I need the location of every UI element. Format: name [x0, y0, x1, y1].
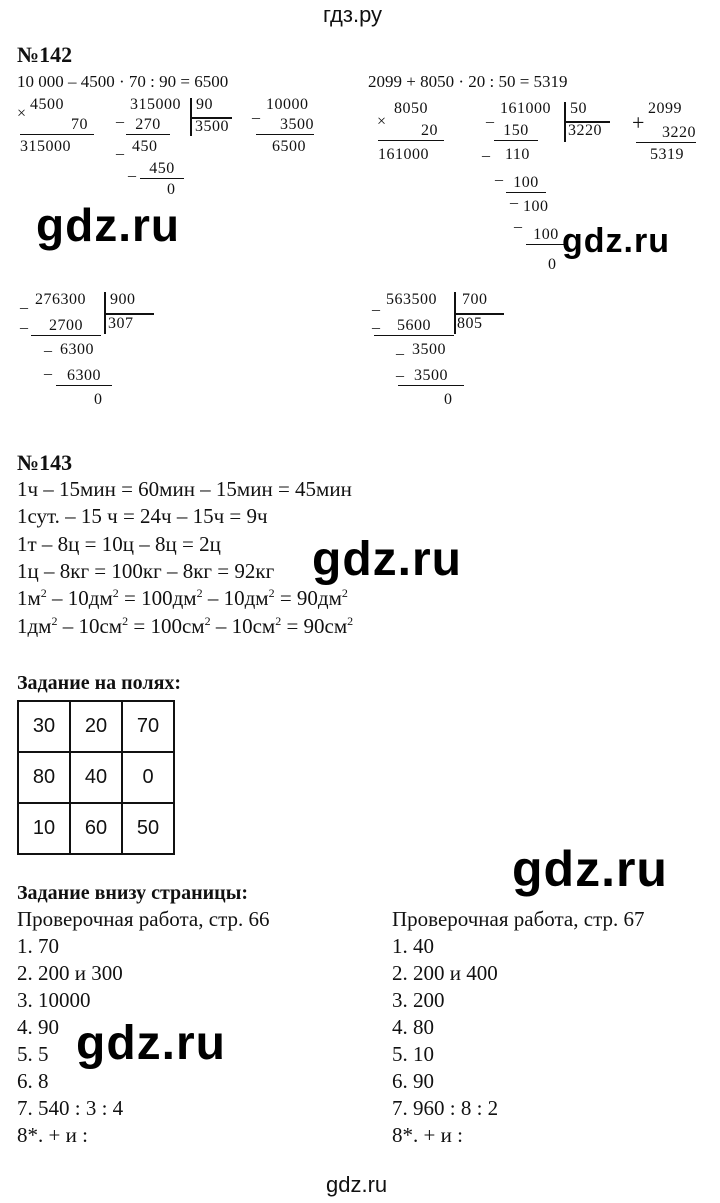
operation-sign: _ — [44, 337, 53, 354]
operand: 3220 — [636, 124, 696, 143]
operation-sign: _ — [396, 340, 405, 357]
quotient: 805 — [457, 315, 483, 332]
remainder: 0 — [94, 391, 103, 408]
remainder: 0 — [167, 181, 176, 198]
magic-square-grid — [17, 700, 175, 855]
subtrahend: 3500 — [398, 367, 464, 386]
operand: 3500 — [256, 116, 314, 135]
answer-item: 4. 90 — [17, 1015, 59, 1039]
grid-cell: 70 — [122, 701, 174, 752]
test-header: Проверочная работа, стр. 67 — [392, 907, 645, 931]
watermark: gdz.ru — [562, 222, 670, 260]
grid-cell: 20 — [70, 701, 122, 752]
operation-sign: _ — [128, 162, 137, 179]
grid-cell: 30 — [18, 701, 70, 752]
operation-sign: _ — [372, 296, 381, 313]
remainder: 6300 — [60, 341, 94, 358]
operand: 70 — [20, 116, 94, 135]
watermark: gdz.ru — [312, 533, 462, 586]
remainder: 110 — [505, 146, 530, 163]
operation-sign: × — [17, 105, 27, 122]
operation-sign: _ — [20, 294, 29, 311]
operation-sign: + — [632, 110, 645, 135]
result: 315000 — [20, 138, 71, 155]
operation-sign: _ — [372, 314, 381, 331]
remainder: 450 — [132, 138, 158, 155]
task143-title: №143 — [17, 450, 73, 475]
answer-item: 6. 8 — [17, 1069, 49, 1093]
operation-sign: _ — [44, 360, 53, 377]
subtrahend: 450 — [140, 160, 184, 179]
subtrahend: 6300 — [56, 367, 112, 386]
grid-cell: 60 — [70, 803, 122, 854]
margin-task-title: Задание на полях: — [17, 672, 182, 694]
divisor: 90 — [196, 96, 213, 113]
operand: 2099 — [648, 100, 682, 117]
operand: 10000 — [266, 96, 309, 113]
operation-sign: _ — [116, 140, 125, 157]
answer-item: 5. 10 — [392, 1042, 434, 1066]
task143-line: 1ц – 8кг = 100кг – 8кг = 92кг — [17, 559, 275, 583]
task142-expression-right: 2099 + 8050 · 20 : 50 = 5319 — [368, 72, 568, 91]
answer-item: 7. 960 : 8 : 2 — [392, 1096, 499, 1120]
watermark: gdz.ru — [36, 199, 180, 251]
subtrahend: 5600 — [374, 317, 454, 336]
task143-line-area-2: $1дм^2 - 10см^2 = 100см^2 - 10см^2 = 90см^2$ — [17, 614, 354, 638]
subtrahend: 100 — [506, 174, 546, 193]
test-header: Проверочная работа, стр. 66 — [17, 907, 270, 931]
watermark: gdz.ru — [76, 1017, 226, 1070]
task143-line: 1ч – 15мин = 60мин – 15мин = 45мин — [17, 477, 352, 501]
result: 161000 — [378, 146, 429, 163]
subtrahend: 270 — [126, 116, 170, 135]
divisor: 700 — [462, 291, 488, 308]
operand: 20 — [378, 122, 444, 141]
operation-sign: × — [377, 113, 387, 130]
remainder: 0 — [444, 391, 453, 408]
grid-cell: 0 — [122, 752, 174, 803]
quotient: 307 — [108, 315, 134, 332]
operand: 4500 — [30, 96, 64, 113]
grid-cell: 50 — [122, 803, 174, 854]
task143-line: 1сут. – 15 ч = 24ч – 15ч = 9ч — [17, 504, 268, 528]
answer-item: 2. 200 и 400 — [392, 961, 498, 985]
operation-sign: _ — [20, 314, 29, 331]
answer-item: 8*. + и : — [17, 1123, 88, 1147]
remainder: 100 — [523, 198, 549, 215]
quotient: 3220 — [568, 122, 602, 139]
answer-item: 1. 40 — [392, 934, 434, 958]
subtrahend: 150 — [494, 122, 538, 141]
site-footer: gdz.ru — [326, 1172, 388, 1197]
operation-sign: _ — [486, 108, 495, 125]
remainder: 3500 — [412, 341, 446, 358]
watermark: gdz.ru — [512, 841, 668, 897]
grid-cell: 80 — [18, 752, 70, 803]
task143-line-area-1: $1м^2 - 10дм^2 = 100дм^2 - 10дм^2 = 90дм^2$ — [17, 586, 348, 610]
task143-line: 1т – 8ц = 10ц – 8ц = 2ц — [17, 532, 221, 556]
divisor: 900 — [110, 291, 136, 308]
operation-sign: _ — [514, 213, 523, 230]
dividend: 276300 — [35, 291, 86, 308]
answer-item: 1. 70 — [17, 934, 59, 958]
answer-item: 3. 200 — [392, 988, 445, 1012]
answer-item: 8*. + и : — [392, 1123, 463, 1147]
answer-item: 7. 540 : 3 : 4 — [17, 1096, 124, 1120]
subtrahend: 2700 — [31, 317, 101, 336]
answer-item: 3. 10000 — [17, 988, 91, 1012]
answer-item: 6. 90 — [392, 1069, 434, 1093]
operation-sign: _ — [510, 189, 519, 206]
bottom-task-title: Задание внизу страницы: — [17, 882, 248, 904]
divisor: 50 — [570, 100, 587, 117]
result: 5319 — [650, 146, 684, 163]
operation-sign: _ — [482, 142, 491, 159]
dividend: 563500 — [386, 291, 437, 308]
answer-item: 5. 5 — [17, 1042, 49, 1066]
answer-item: 4. 80 — [392, 1015, 434, 1039]
operand: 8050 — [394, 100, 428, 117]
operation-sign: _ — [116, 108, 125, 125]
operation-sign: _ — [252, 104, 261, 121]
subtrahend: 100 — [526, 226, 566, 245]
operation-sign: _ — [396, 362, 405, 379]
grid-cell: 40 — [70, 752, 122, 803]
remainder: 0 — [548, 256, 557, 273]
answer-item: 2. 200 и 300 — [17, 961, 123, 985]
site-header: гдз.ру — [323, 2, 383, 27]
dividend: 315000 — [130, 96, 181, 113]
task142-title: №142 — [17, 42, 73, 67]
dividend: 161000 — [500, 100, 551, 117]
result: 6500 — [272, 138, 306, 155]
operation-sign: _ — [495, 166, 504, 183]
grid-cell: 10 — [18, 803, 70, 854]
task142-expression-left: 10 000 – 4500 · 70 : 90 = 6500 — [17, 72, 229, 91]
quotient: 3500 — [195, 118, 229, 135]
